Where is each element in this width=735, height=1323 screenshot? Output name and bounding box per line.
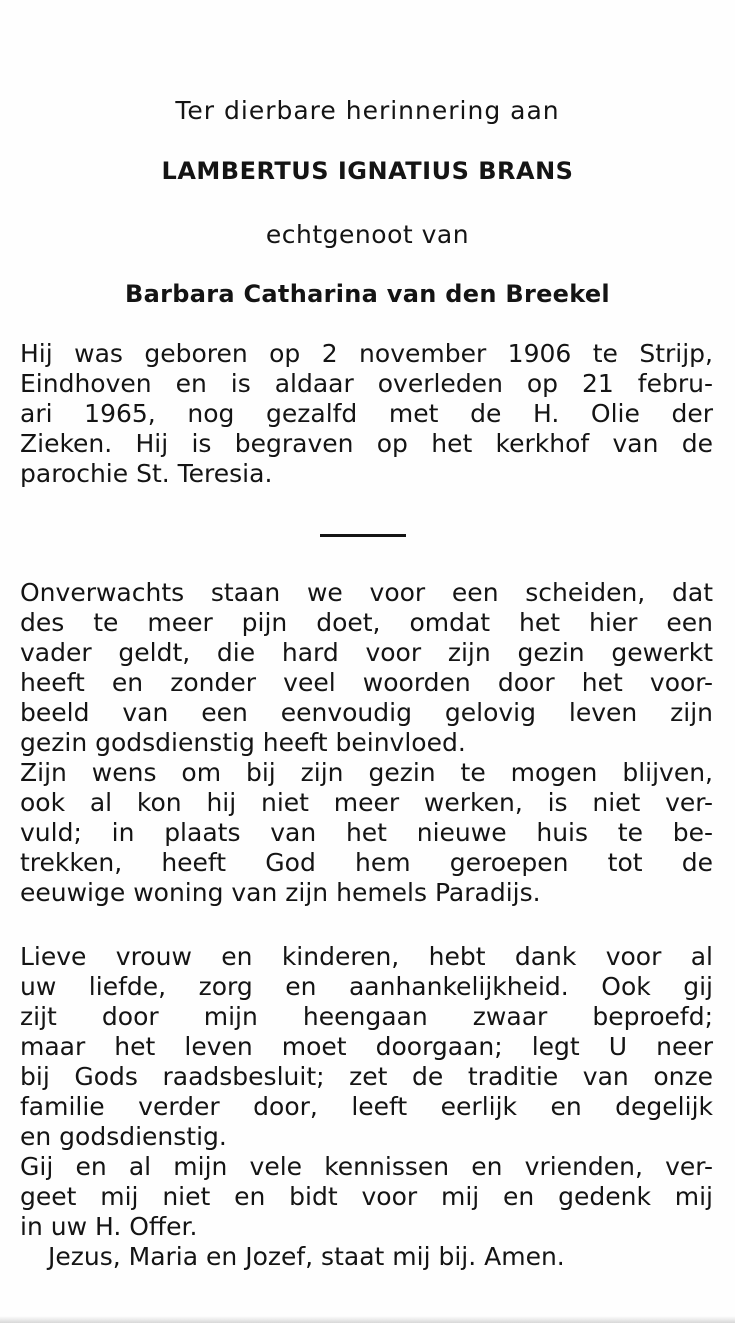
text-line: Zijn wens om bij zijn gezin te mogen blijven, [20, 758, 713, 787]
text-line: Onverwachts staan we voor een scheiden, dat [20, 578, 713, 607]
text-line: ari 1965, nog gezalfd met de H. Olie der [20, 399, 713, 428]
text-line: bij Gods raadsbesluit; zet de traditie van onze [20, 1062, 713, 1091]
text-line: en godsdienstig. [20, 1122, 227, 1151]
text-line: Hij was geboren op 2 november 1906 te Strijp, [20, 339, 713, 368]
text-line: gezin godsdienstig heeft beinvloed. [20, 728, 466, 757]
text-line: ook al kon hij niet meer werken, is niet ver- [20, 788, 713, 817]
intro-text: Ter dierbare herinnering aan [175, 96, 560, 125]
text-line: Gij en al mijn vele kennissen en vrienden, ver- [20, 1152, 713, 1181]
divider-rule [320, 534, 406, 537]
text-line: vuld; in plaats van het nieuwe huis te be- [20, 818, 713, 847]
text-line: eeuwige woning van zijn hemels Paradijs. [20, 878, 541, 907]
text-line: parochie St. Teresia. [20, 459, 273, 488]
spouse-label: echtgenoot van [265, 220, 470, 249]
text-line: heeft en zonder veel woorden door het voor- [20, 668, 713, 697]
text-line: in uw H. Offer. [20, 1212, 198, 1241]
message-paragraph [20, 942, 713, 1272]
closing-prayer: Jezus, Maria en Jozef, staat mij bij. Amen. [48, 1242, 565, 1271]
text-line: uw liefde, zorg en aanhankelijkheid. Ook gij [20, 972, 713, 1001]
card-edge [0, 1316, 735, 1323]
text-line: Zieken. Hij is begraven op het kerkhof van de [20, 429, 713, 458]
text-line: vader geldt, die hard voor zijn gezin gewerkt [20, 638, 713, 667]
spouse-name: Barbara Catharina van den Breekel [125, 280, 610, 308]
text-line: maar het leven moet doorgaan; legt U neer [20, 1032, 713, 1061]
text-line: Eindhoven en is aldaar overleden op 21 febru- [20, 369, 713, 398]
text-line: Lieve vrouw en kinderen, hebt dank voor al [20, 942, 713, 971]
text-line: familie verder door, leeft eerlijk en degelijk [20, 1092, 713, 1121]
text-line: geet mij niet en bidt voor mij en gedenk mij [20, 1182, 713, 1211]
text-line: trekken, heeft God hem geroepen tot de [20, 848, 713, 877]
text-line: beeld van een eenvoudig gelovig leven zijn [20, 698, 713, 727]
farewell-paragraph [20, 578, 713, 908]
text-line: des te meer pijn doet, omdat het hier een [20, 608, 713, 637]
text-line: zijt door mijn heengaan zwaar beproefd; [20, 1002, 713, 1031]
deceased-name: LAMBERTUS IGNATIUS BRANS [161, 157, 574, 185]
biography-paragraph [20, 339, 713, 489]
